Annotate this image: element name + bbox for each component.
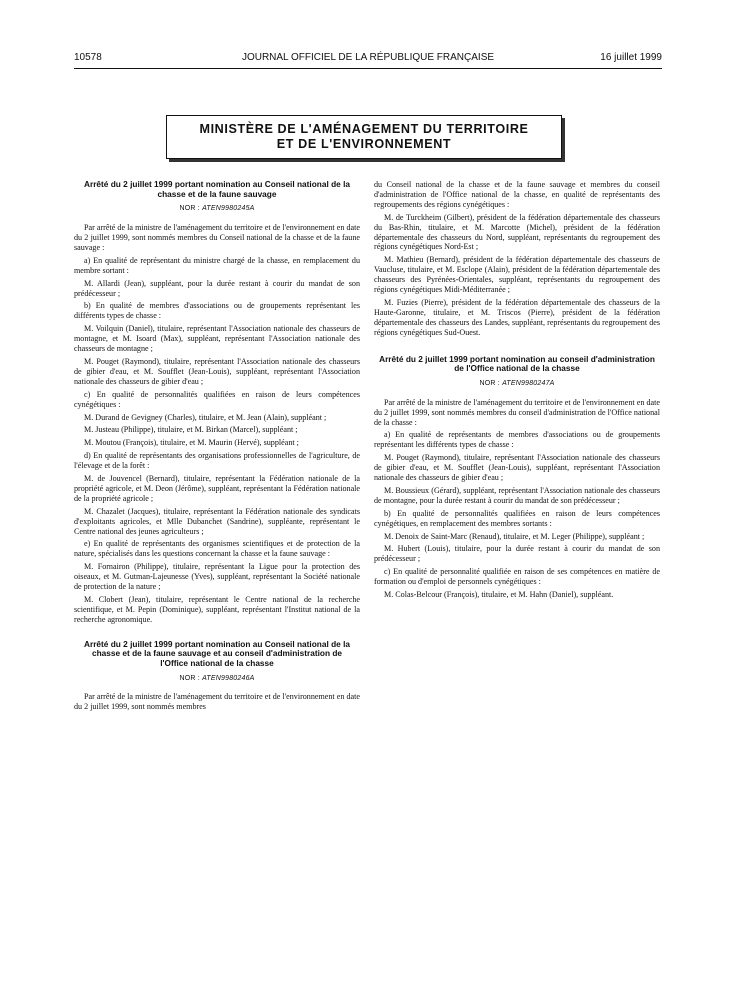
nor-code: ATEN9980246A <box>202 674 255 682</box>
paragraph: c) En qualité de personnalités qualifiées en raison de leurs compétences cynégétiques : <box>74 389 360 409</box>
paragraph: M. Pouget (Raymond), titulaire, représentant l'Association nationale des chasseurs de gibier d'eau, et M. Soufflet (Jean-Louis), suppléant, représentant l'Association nationale des chasseurs de gibier d'eau ; <box>74 356 360 386</box>
paragraph: M. Denoix de Saint-Marc (Renaud), titulaire, et M. Leger (Philippe), suppléant ; <box>384 531 645 541</box>
paragraph: Par arrêté de la ministre de l'aménagement du territoire et de l'environnement en date du 2 juillet 1999, sont nommés membres du conseil d'administration de l'Office national de la chasse : <box>374 397 660 427</box>
nor-code: ATEN9980247A <box>502 379 555 387</box>
header-rule <box>74 68 662 69</box>
nor-label: NOR : <box>479 379 500 387</box>
nor-code: ATEN9980245A <box>202 205 255 213</box>
paragraph: M. Allardi (Jean), suppléant, pour la durée restant à courir du mandat de son prédécesseur ; <box>74 278 360 298</box>
paragraph: Par arrêté de la ministre de l'aménagement du territoire et de l'environnement en date du 2 juillet 1999, sont nommés membres du Conseil national de la chasse et de la faune sauvage : <box>74 223 360 252</box>
arrete-title: Arrêté du 2 juillet 1999 portant nomination au conseil d'administration de l'Office national de la chasse <box>379 353 655 374</box>
nor-label: NOR : <box>179 674 200 682</box>
paragraph: M. Pouget (Raymond), titulaire, représentant l'Association nationale des chasseurs de gibier d'eau, et M. Soufflet (Jean-Louis), suppléant, représentant l'Association nationale des chasseurs de gibier d'eau ; <box>374 453 660 483</box>
page-header <box>74 52 662 68</box>
journal-title: JOURNAL OFFICIEL DE LA RÉPUBLIQUE FRANÇAISE <box>241 52 495 63</box>
paragraph: M. Fuzies (Pierre), président de la fédération départementale des chasseurs de la Haute-Garonne, titulaire, et M. Triscos (Pierre), président de la fédération départementale des chasseurs des Landes, suppléant, représentants du regroupement des régions cynégétiques Sud-Ouest. <box>374 297 660 337</box>
issue-date: 16 juillet 1999 <box>600 52 662 63</box>
nor-reference <box>74 204 360 214</box>
paragraph: d) En qualité de représentants des organisations professionnelles de l'agriculture, de l'élevage et de la forêt : <box>74 451 360 471</box>
paragraph: e) En qualité de représentants des organismes scientifiques et de protection de la nature, spécialisés dans les questions concernant la chasse et la faune sauvage : <box>74 539 360 559</box>
paragraph: a) En qualité de représentants de membres d'associations ou de groupements représentant les différents types de chasse : <box>374 430 660 450</box>
paragraph: b) En qualité de membres d'associations ou de groupements représentant les différents types de chasse : <box>74 301 360 321</box>
paragraph: M. Boussieux (Gérard), suppléant, représentant l'Association nationale des chasseurs de montagne, pour la durée restant à courir du mandat de son prédécesseur ; <box>374 485 660 505</box>
paragraph: M. Chazalet (Jacques), titulaire, représentant la Fédération nationale des syndicats d'exploitants agricoles, et Mlle Dubanchet (Sandrine), suppléante, représentant le Centre national des jeunes agriculteurs ; <box>74 506 360 536</box>
paragraph: M. Clobert (Jean), titulaire, représentant le Centre national de la recherche scientifique, et M. Pepin (Dominique), suppléant, représentant l'Institut national de la recherche agronomique. <box>74 595 360 624</box>
paragraph: M. Colas-Belcour (François), titulaire, et M. Hahn (Daniel), suppléant. <box>384 590 614 600</box>
section-gap <box>74 628 360 640</box>
paragraph: M. de Jouvencel (Bernard), titulaire, représentant la Fédération nationale de la propriété agricole, et M. Deon (Jérôme), suppléant, représentant la Fédération nationale de la propriété agricole ; <box>74 474 360 503</box>
page-number: 10578 <box>74 52 102 63</box>
ministry-heading-box <box>166 115 562 159</box>
paragraph: M. Justeau (Philippe), titulaire, et M. Birkan (Marcel), suppléant ; <box>84 425 298 435</box>
paragraph: M. de Turckheim (Gilbert), président de la fédération départementale des chasseurs du Bas-Rhin, titulaire, et M. Marcotte (Michel), président de la fédération départementale des chasseurs du Nord, suppléant, représentants du regroupement des régions cynégétiques Nord-Est ; <box>374 212 660 252</box>
paragraph: M. Voilquin (Daniel), titulaire, représentant l'Association nationale des chasseurs de montagne, et M. Isoard (Max), suppléant, représentant l'Association nationale des chasseurs de montagne ; <box>74 324 360 354</box>
nor-label: NOR : <box>179 205 200 213</box>
paragraph: du Conseil national de la chasse et de la faune sauvage et membres du conseil d'administration de l'Office national de la chasse, en qualité de représentants des regroupements des régions cynégétiques : <box>374 180 660 209</box>
paragraph: M. Moutou (François), titulaire, et M. Maurin (Hervé), suppléant ; <box>84 438 299 448</box>
arrete-title: Arrêté du 2 juillet 1999 portant nomination au Conseil national de la chasse et de la faune sauvage et au conseil d'administration de l'Office national de la chasse <box>83 638 350 668</box>
paragraph: M. Fornairon (Philippe), titulaire, représentant la Ligue pour la protection des oiseaux, et M. Gutman-Lajeunesse (Yves), suppléant, représentant la Société nationale de protection de la nature ; <box>74 562 360 592</box>
paragraph: Par arrêté de la ministre de l'aménagement du territoire et de l'environnement en date du 2 juillet 1999, sont nommés membres <box>74 692 360 712</box>
ministry-heading-line1: MINISTÈRE DE L'AMÉNAGEMENT DU TERRITOIRE <box>199 122 529 136</box>
section-gap <box>374 341 660 355</box>
paragraph: M. Hubert (Louis), titulaire, pour la durée restant à courir du mandat de son prédécesseur ; <box>374 544 660 564</box>
paragraph: b) En qualité de personnalités qualifiées en raison de leurs compétences cynégétiques, en remplacement des membres sortants : <box>374 508 660 528</box>
paragraph: M. Mathieu (Bernard), président de la fédération départementale des chasseurs de Vaucluse, titulaire, et M. Esclope (Alain), président de la fédération départementale des chasseurs des Pyrénées-Orientales, suppléant, représentants du regroupement des régions cynégétiques Midi-Méditerranée ; <box>374 255 660 295</box>
arrete-title: Arrêté du 2 juillet 1999 portant nomination au Conseil national de la chasse et de la faune sauvage <box>83 179 350 199</box>
nor-reference <box>374 379 660 389</box>
right-column <box>374 180 660 603</box>
nor-reference <box>74 674 360 684</box>
ministry-heading-line2: ET DE L'ENVIRONNEMENT <box>276 137 452 151</box>
paragraph: c) En qualité de personnalité qualifiée en raison de ses compétences en matière de formation ou d'emploi de personnels cynégétiques : <box>374 567 660 587</box>
left-column <box>74 180 360 715</box>
paragraph: M. Durand de Gevigney (Charles), titulaire, et M. Jean (Alain), suppléant ; <box>84 412 327 422</box>
paragraph: a) En qualité de représentant du ministre chargé de la chasse, en remplacement du membre sortant : <box>74 255 360 275</box>
